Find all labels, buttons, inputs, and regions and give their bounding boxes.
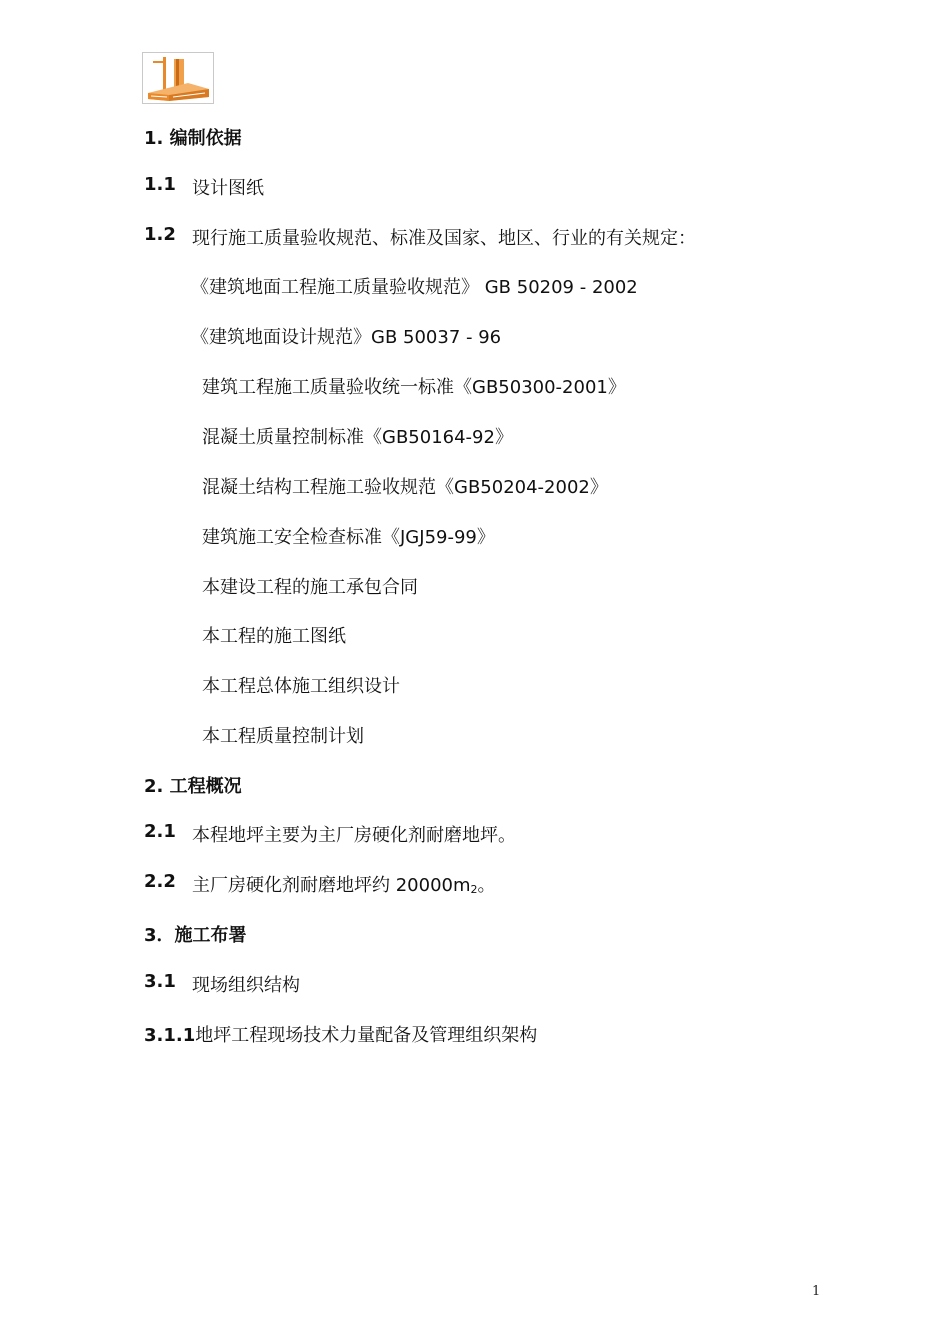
page-number: 1: [812, 1284, 821, 1299]
reference-item: 本工程的施工图纸: [202, 626, 346, 647]
section-3-heading: 3．施工布署: [144, 925, 247, 946]
section-2-1-number: 2.1: [144, 821, 176, 842]
section-2-2-text: [192, 871, 496, 897]
section-2-2-tail: 。: [477, 875, 496, 896]
section-2-2-main-text: 主厂房硬化剂耐磨地坪约 20000m: [192, 875, 471, 896]
section-3-1-1-text: 地坪工程现场技术力量配备及管理组织架构: [195, 1025, 538, 1046]
section-3-1-number: 3.1: [144, 971, 176, 992]
reference-item: 本工程质量控制计划: [202, 726, 364, 747]
section-3-1-text: 现场组织结构: [192, 975, 300, 996]
reference-item: 《建筑地面设计规范》GB 50037 - 96: [191, 327, 502, 348]
area-unit-superscript: 2: [470, 883, 478, 896]
section-1-heading: 1. 编制依据: [144, 128, 242, 149]
reference-item: 混凝土结构工程施工验收规范《GB50204-2002》: [202, 477, 608, 498]
reference-item: 建筑施工安全检查标准《JGJ59-99》: [202, 527, 495, 548]
reference-item: 建筑工程施工质量验收统一标准《GB50300-2001》: [202, 377, 626, 398]
reference-item: 本工程总体施工组织设计: [202, 676, 400, 697]
section-3-1-1-heading: [144, 1021, 537, 1047]
section-2-heading: 2. 工程概况: [144, 776, 242, 797]
section-1-1-number: 1.1: [144, 174, 176, 195]
section-1-2-text: 现行施工质量验收规范、标准及国家、地区、行业的有关规定：: [192, 228, 696, 249]
section-1-1-text: 设计图纸: [192, 178, 264, 199]
section-2-2-number: 2.2: [144, 871, 176, 892]
section-1-2-number: 1.2: [144, 224, 176, 245]
company-logo-icon: [142, 52, 214, 104]
reference-item: 《建筑地面工程施工质量验收规范》 GB 50209 - 2002: [191, 277, 638, 298]
section-2-1-text: 本程地坪主要为主厂房硬化剂耐磨地坪。: [192, 825, 516, 846]
reference-item: 混凝土质量控制标准《GB50164-92》: [202, 427, 513, 448]
section-3-1-1-number: 3.1.1: [144, 1025, 196, 1046]
reference-item: 本建设工程的施工承包合同: [202, 577, 418, 598]
